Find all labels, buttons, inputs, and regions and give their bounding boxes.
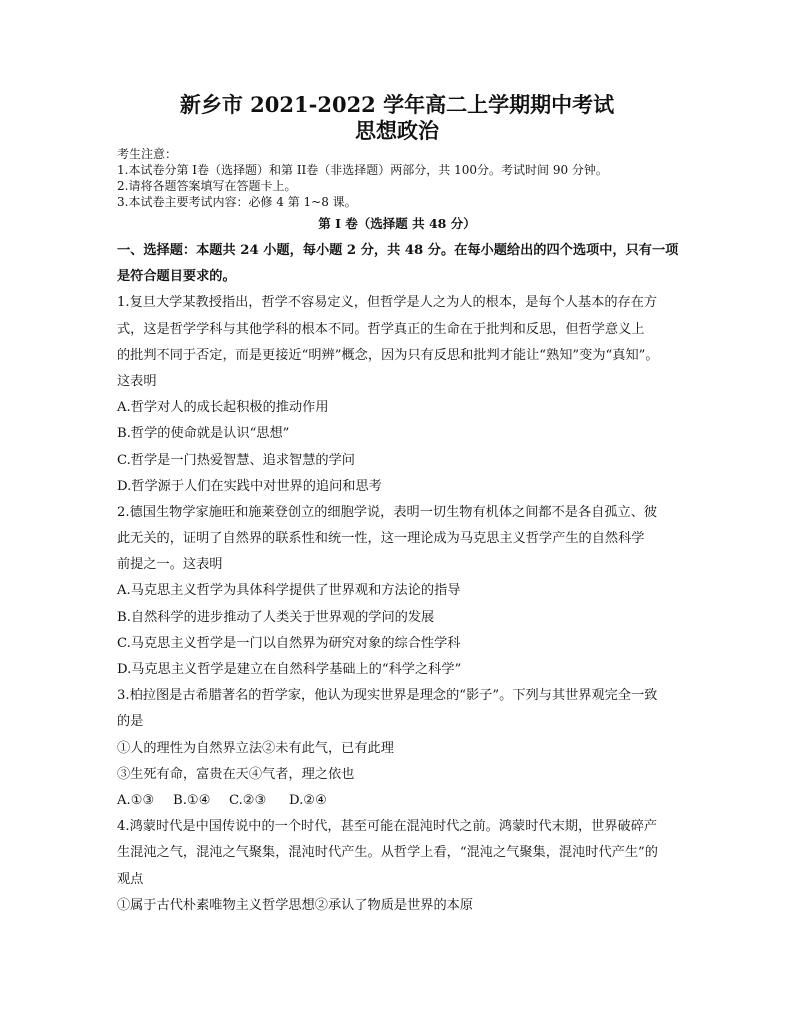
q4-item-line: ①属于古代朴素唯物主义哲学思想②承认了物质是世界的本原 <box>117 897 474 913</box>
q1-stem-line: 的批判不同于否定，而是更接近“明辨”概念，因为只有反思和批判才能让“熟知”变为“真知”。 <box>117 347 659 363</box>
q3-choices <box>117 788 689 814</box>
q1-option-b: B.哲学的使命就是认识“思想” <box>117 426 290 442</box>
candidate-notes <box>117 146 717 210</box>
q3-item-line: ③生死有命，富贵在天④气者，理之依也 <box>117 766 355 782</box>
exam-subject: 思想政治 <box>355 118 439 143</box>
exam-title: 新乡市 2021-2022 学年高二上学期期中考试 <box>179 92 615 117</box>
q1-option-d: D.哲学源于人们在实践中对世界的追问和思考 <box>117 478 382 494</box>
q3-choice-c: C.②③ <box>229 792 267 808</box>
q3-stem-line: 的是 <box>117 714 144 730</box>
q2-stem-line: 前提之一。这表明 <box>117 557 223 573</box>
q2-option-c: C.马克思主义哲学是一门以自然界为研究对象的综合性学科 <box>117 635 461 651</box>
q4-stem-line: 4.鸿蒙时代是中国传说中的一个时代，甚至可能在混沌时代之前。鸿蒙时代末期，世界破碎产 <box>117 819 658 835</box>
q4-stem-line: 生混沌之气，混沌之气聚集，混沌时代产生。从哲学上看，“混沌之气聚集，混沌时代产生”的 <box>117 845 658 861</box>
q1-stem-line: 1.复旦大学某教授指出，哲学不容易定义，但哲学是人之为人的根本，是每个人基本的存在方 <box>117 295 658 311</box>
q1-option-a: A.哲学对人的成长起积极的推动作用 <box>117 400 329 416</box>
question-body <box>117 238 689 919</box>
q3-choice-a: A.①③ <box>117 792 155 808</box>
q1-stem-line: 这表明 <box>117 373 157 389</box>
notes-heading: 考生注意： <box>117 147 178 161</box>
q2-option-b: B.自然科学的进步推动了人类关于世界观的学问的发展 <box>117 609 435 625</box>
q2-stem-line: 此无关的，证明了自然界的联系性和统一性，这一理论成为马克思主义哲学产生的自然科学 <box>117 531 645 547</box>
q3-choice-b: B.①④ <box>173 792 211 808</box>
q2-option-a: A.马克思主义哲学为具体科学提供了世界观和方法论的指导 <box>117 583 461 599</box>
note-item: 2.请将各题答案填写在答题卡上。 <box>117 179 297 193</box>
q1-stem-line: 式，这是哲学学科与其他学科的根本不同。哲学真正的生命在于批判和反思，但哲学意义上 <box>117 321 645 337</box>
q3-stem-line: 3.柏拉图是古希腊著名的哲学家，他认为现实世界是理念的“影子”。下列与其世界观完全一致 <box>117 688 658 704</box>
q2-option-d: D.马克思主义哲学是建立在自然科学基础上的“科学之科学” <box>117 662 462 677</box>
instruction-line: 一、选择题：本题共 24 小题，每小题 2 分，共 48 分。在每小题给出的四个选项中，只有一项 <box>117 243 679 258</box>
q3-item-line: ①人的理性为自然界立法②未有此气，已有此理 <box>117 740 394 756</box>
q1-option-c: C.哲学是一门热爱智慧、追求智慧的学问 <box>117 452 355 468</box>
q4-stem-line: 观点 <box>117 871 144 887</box>
note-item: 3.本试卷主要考试内容：必修 4 第 1~8 课。 <box>117 195 357 209</box>
q3-choice-d: D.②④ <box>289 792 327 808</box>
note-item: 1.本试卷分第 I卷（选择题）和第 II卷（非选择题）两部分，共 100分。考试时间 90 分钟。 <box>117 163 608 177</box>
instruction-line: 是符合题目要求的。 <box>117 269 236 285</box>
q2-stem-line: 2.德国生物学家施旺和施莱登创立的细胞学说，表明一切生物有机体之间都不是各自孤立、彼 <box>117 504 658 520</box>
section-title: 第 I 卷（选择题 共 48 分） <box>318 216 476 231</box>
